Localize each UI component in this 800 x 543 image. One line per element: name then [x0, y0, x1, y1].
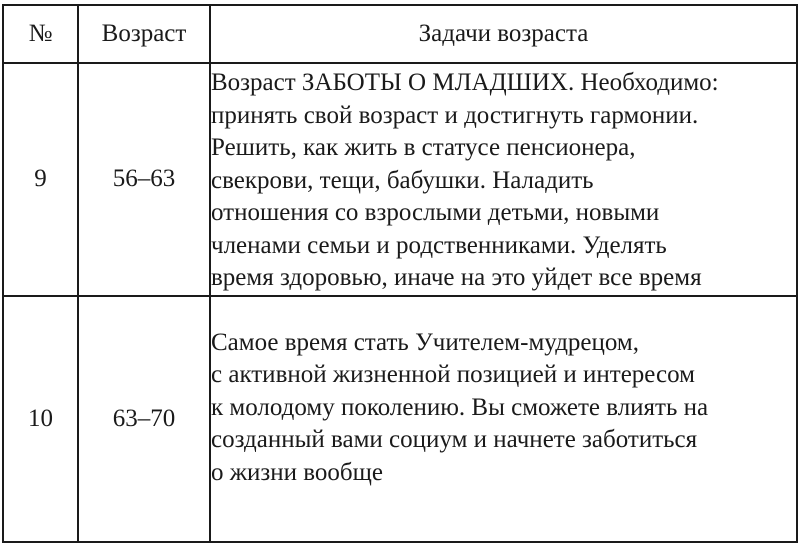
- task-line: членами семьи и родственниками. Уделять: [211, 231, 667, 259]
- header-row: [3, 5, 797, 63]
- header-tasks: Задачи возраста: [210, 5, 797, 63]
- task-line: созданный вами социум и начнете заботиться: [211, 426, 698, 453]
- task-line: свекрови, тещи, бабушки. Наладить: [211, 166, 594, 194]
- row-age-range: 63–70: [78, 296, 210, 542]
- task-line: Возраст ЗАБОТЫ О МЛАДШИХ. Необходимо:: [211, 69, 719, 96]
- row-age-range: 56–63: [78, 63, 210, 296]
- task-line: Решить, как жить в статусе пенсионера,: [211, 134, 636, 161]
- task-line: время здоровью, иначе на это уйдет все время: [211, 264, 702, 291]
- row-tasks: [210, 63, 797, 296]
- age-tasks-table: [2, 4, 798, 543]
- task-line: к молодому поколению. Вы сможете влиять на: [211, 393, 709, 421]
- header-age: Возраст: [78, 5, 210, 63]
- row-number: 9: [3, 63, 78, 296]
- row-number: 10: [3, 296, 78, 542]
- task-line: Самое время стать Учителем-мудрецом,: [211, 328, 639, 356]
- header-number: №: [3, 5, 78, 63]
- task-line: отношения со взрослыми детьми, новыми: [211, 199, 660, 226]
- table-row: [3, 63, 797, 296]
- task-line: с активной жизненной позицией и интересом: [211, 361, 695, 388]
- task-line: принять свой возраст и достигнуть гармонии.: [211, 101, 699, 129]
- task-line: о жизни вообще: [211, 458, 383, 486]
